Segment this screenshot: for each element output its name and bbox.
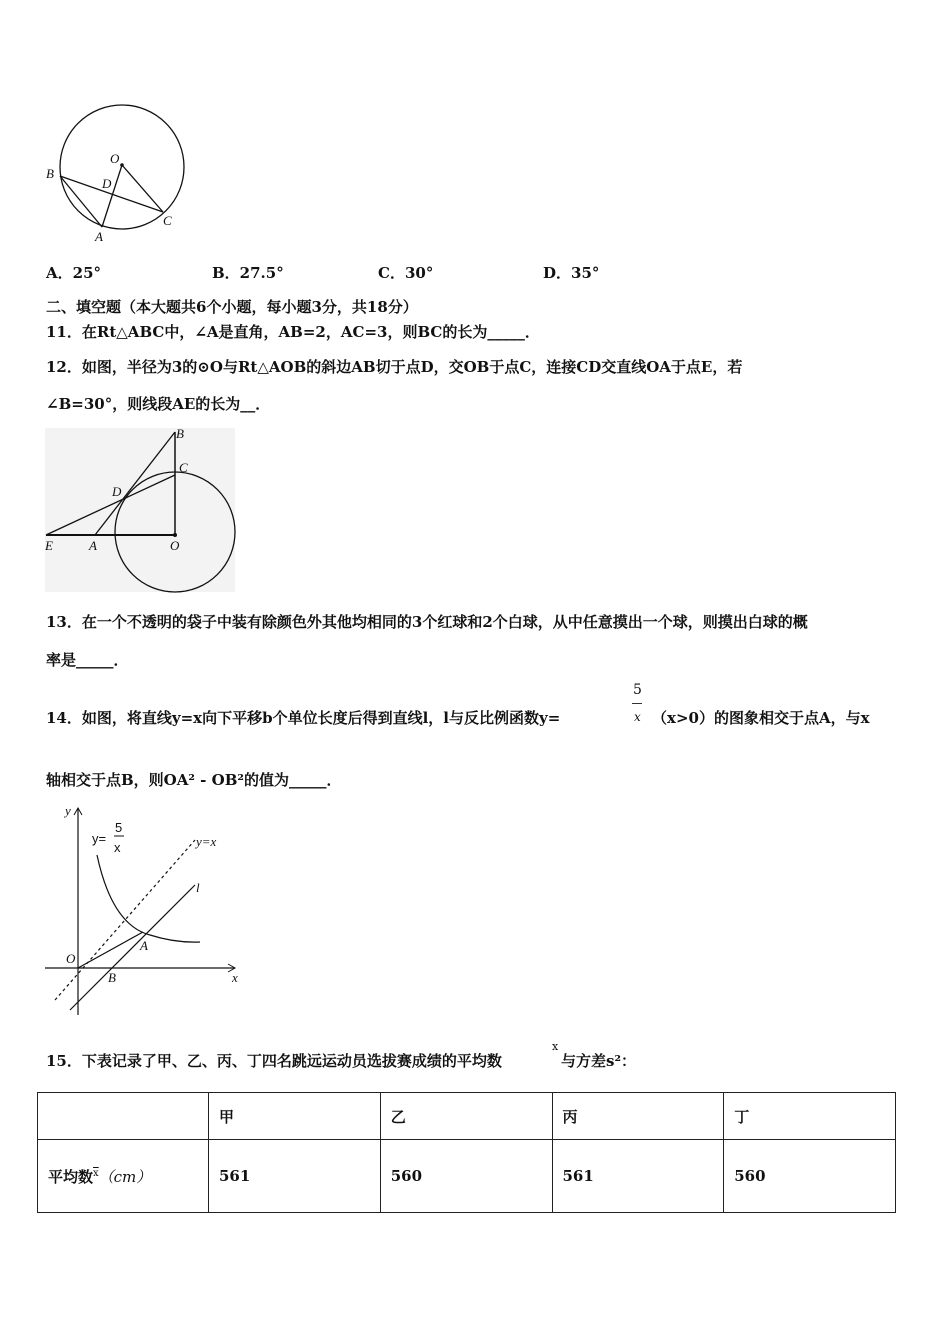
table-header-row — [38, 1093, 896, 1140]
label-curve-num: 5 — [115, 820, 123, 835]
question-14-line2: 轴相交于点B，则OA² - OB²的值为_____． — [46, 771, 342, 789]
table-header-cell: 丁 — [724, 1093, 896, 1140]
question-12-line1: 12．如图，半径为3的⊙O与Rt△AOB的斜边AB切于点D，交OB于点C，连接CD交直线OA于点E，若 — [46, 358, 743, 376]
section-title: 二、填空题（本大题共6个小题，每小题3分，共18分） — [46, 298, 418, 316]
label-A: A — [89, 538, 97, 553]
label-C: C — [179, 460, 188, 475]
label-O: O — [66, 951, 76, 966]
x-axis-label: x — [232, 970, 238, 985]
table-cell: 561 — [209, 1140, 381, 1213]
label-B: B — [176, 426, 184, 441]
table-header-cell: 甲 — [209, 1093, 381, 1140]
question-13-line1: 13．在一个不透明的袋子中装有除颜色外其他均相同的3个红球和2个白球，从中任意摸出一个球，则摸出白球的概 — [46, 613, 808, 631]
question-13-line2: 率是_____． — [46, 651, 129, 669]
question-15-text: 15．下表记录了甲、乙、丙、丁四名跳远运动员选拔赛成绩的平均数 — [46, 1052, 502, 1070]
label-D: D — [102, 176, 112, 191]
label-O: O — [170, 538, 180, 553]
table-cell: 560 — [724, 1140, 896, 1213]
table-header-cell — [38, 1093, 209, 1140]
table-header-cell: 乙 — [380, 1093, 552, 1140]
row-label: 平均数 — [48, 1167, 94, 1186]
label-B: B — [108, 970, 116, 985]
label-E: E — [45, 538, 53, 553]
question-14-line1b: （x>0）的图象相交于点A，与x — [652, 709, 870, 727]
fraction-numerator: 5 — [633, 682, 642, 698]
question-12-line2: ∠B=30°，则线段AE的长为__． — [46, 395, 271, 413]
label-l: l — [196, 880, 200, 895]
option-d: D．35° — [543, 264, 600, 282]
option-b: B．27.5° — [212, 264, 284, 282]
row-label-cell — [38, 1140, 209, 1213]
label-curve-den: x — [114, 840, 121, 855]
label-curve: y= — [92, 831, 107, 846]
label-A: A — [95, 229, 103, 244]
table-row — [38, 1140, 896, 1213]
table-cell: 560 — [380, 1140, 552, 1213]
question-15-text-b: 与方差s²： — [561, 1052, 637, 1070]
label-y-equals-x: y=x — [196, 834, 217, 849]
stats-table — [37, 1092, 896, 1213]
xbar-symbol: x — [93, 1167, 99, 1179]
xbar-symbol: x — [552, 1040, 559, 1053]
option-a: A．25° — [46, 264, 102, 282]
label-C: C — [163, 213, 172, 228]
label-B: B — [46, 166, 54, 181]
row-unit: （cm） — [98, 1167, 152, 1186]
table-header-cell: 丙 — [552, 1093, 724, 1140]
table-cell: 561 — [552, 1140, 724, 1213]
label-D: D — [112, 484, 122, 499]
fraction-denominator: x — [634, 710, 641, 724]
label-A: A — [140, 938, 148, 953]
label-O: O — [110, 151, 120, 166]
question-14-line1a: 14．如图，将直线y=x向下平移b个单位长度后得到直线l，l与反比例函数y= — [46, 709, 561, 727]
question-11: 11．在Rt△ABC中，∠A是直角，AB=2，AC=3，则BC的长为_____． — [46, 323, 540, 341]
option-c: C．30° — [378, 264, 434, 282]
y-axis-label: y — [65, 803, 71, 818]
